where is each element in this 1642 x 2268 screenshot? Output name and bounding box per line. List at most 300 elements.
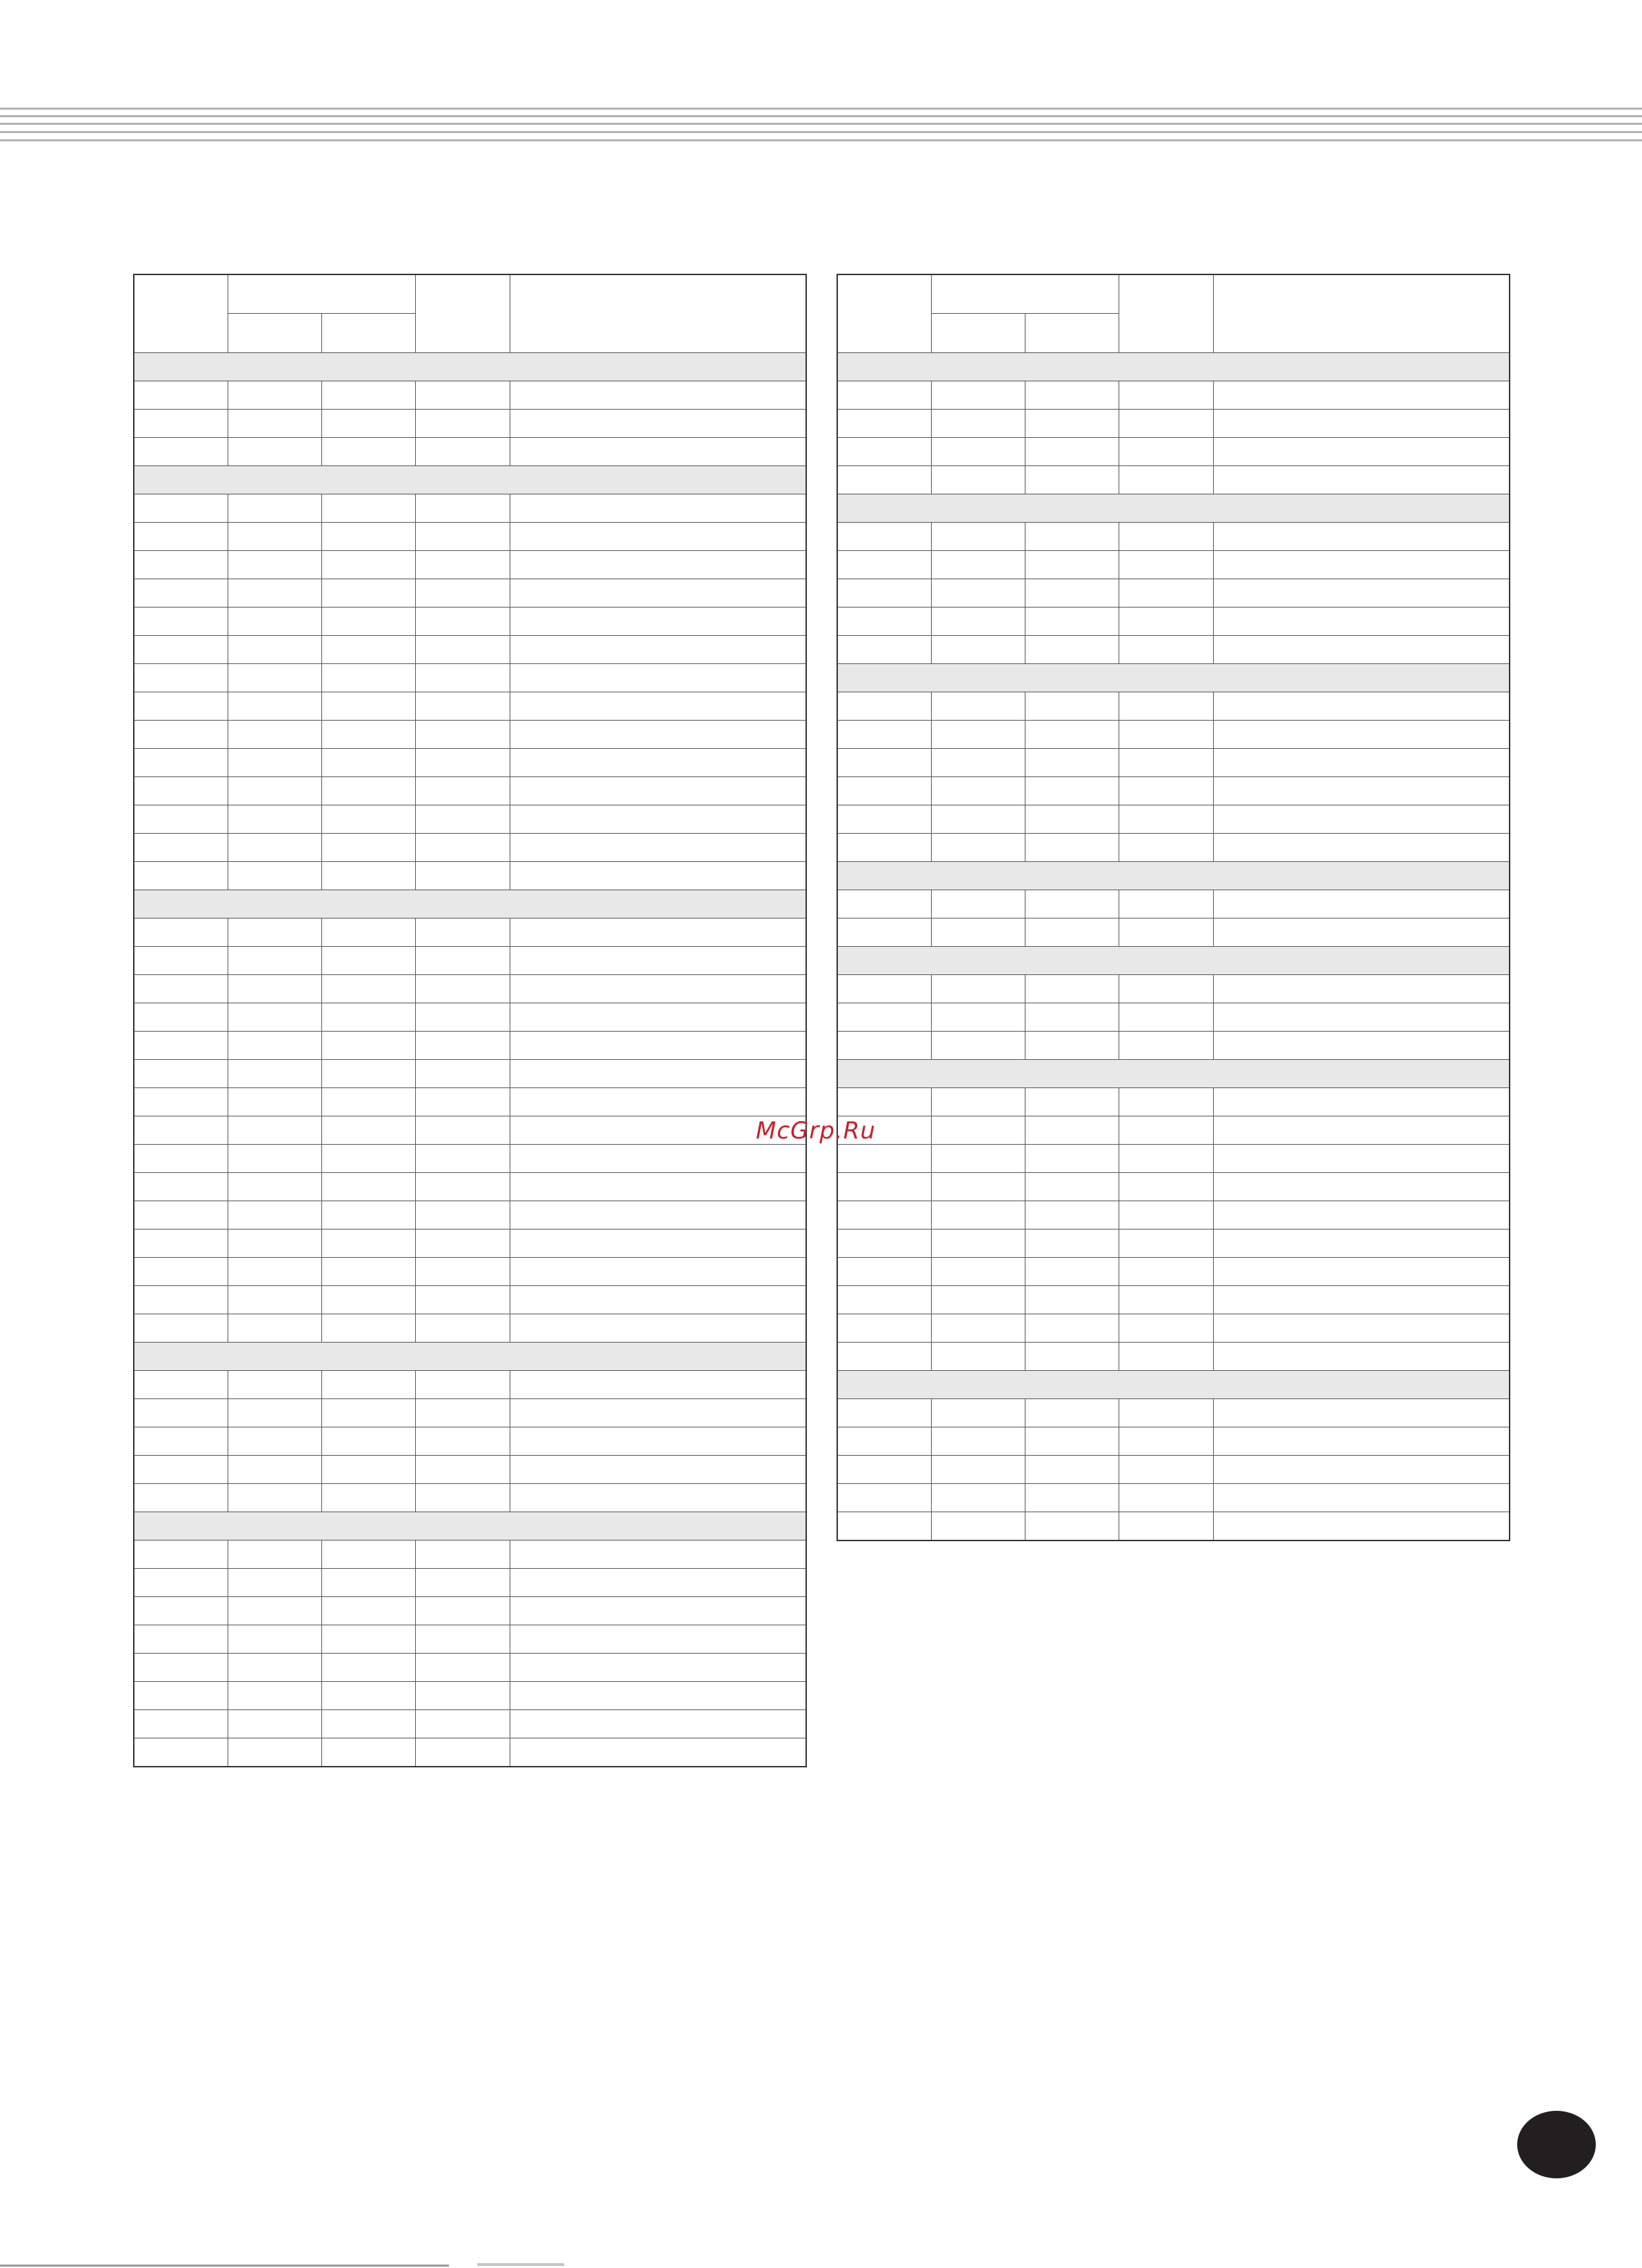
table-cell xyxy=(321,1088,415,1116)
table-cell xyxy=(1025,1116,1119,1145)
table-cell xyxy=(228,1371,321,1399)
section-header-cell xyxy=(134,466,806,494)
table-cell xyxy=(1025,1003,1119,1032)
table-cell xyxy=(228,1258,321,1286)
table-cell xyxy=(837,1230,931,1258)
table-cell xyxy=(321,551,415,579)
page-number-badge xyxy=(1517,2111,1596,2178)
table-cell xyxy=(1119,410,1213,438)
table-cell xyxy=(415,551,510,579)
table-row xyxy=(837,579,1510,608)
table-cell xyxy=(510,1286,806,1314)
table-cell xyxy=(415,438,510,466)
table-row xyxy=(837,721,1510,749)
table-cell xyxy=(321,1541,415,1569)
table-row xyxy=(837,919,1510,947)
table-cell xyxy=(321,1230,415,1258)
table-cell xyxy=(134,1060,228,1088)
table-cell xyxy=(510,1654,806,1682)
table-row xyxy=(837,1286,1510,1314)
table-row xyxy=(134,721,806,749)
table-cell xyxy=(228,1230,321,1258)
table-cell xyxy=(1119,579,1213,608)
table-cell xyxy=(1119,466,1213,494)
table-cell xyxy=(1213,636,1510,664)
table-cell xyxy=(321,1201,415,1230)
table-cell xyxy=(1025,1173,1119,1201)
table-cell xyxy=(1213,1258,1510,1286)
table-row xyxy=(134,1654,806,1682)
table-cell xyxy=(931,1484,1025,1512)
table-cell xyxy=(134,692,228,721)
table-cell xyxy=(1119,608,1213,636)
table-row xyxy=(134,749,806,777)
table-cell xyxy=(1119,777,1213,805)
table-cell xyxy=(228,1173,321,1201)
table-row xyxy=(134,1399,806,1427)
table-cell xyxy=(134,919,228,947)
table-cell xyxy=(321,1456,415,1484)
table-cell xyxy=(415,381,510,410)
table-cell xyxy=(510,834,806,862)
table-row xyxy=(837,1427,1510,1456)
table-cell xyxy=(321,523,415,551)
table-cell xyxy=(1213,1314,1510,1343)
table-row xyxy=(837,1343,1510,1371)
table-cell xyxy=(321,1427,415,1456)
table-cell xyxy=(510,1230,806,1258)
table-cell xyxy=(510,1625,806,1654)
table-cell xyxy=(837,579,931,608)
table-cell xyxy=(1025,636,1119,664)
table-cell xyxy=(228,636,321,664)
table-cell xyxy=(321,721,415,749)
table-cell xyxy=(1213,1286,1510,1314)
table-cell xyxy=(321,862,415,890)
table-cell xyxy=(134,862,228,890)
table-cell xyxy=(1213,1003,1510,1032)
table-row xyxy=(837,1230,1510,1258)
table-cell xyxy=(931,1032,1025,1060)
table-cell xyxy=(228,749,321,777)
table-row xyxy=(837,1314,1510,1343)
table-row xyxy=(134,1710,806,1738)
table-cell xyxy=(321,1116,415,1145)
table-row xyxy=(134,1173,806,1201)
table-cell xyxy=(134,805,228,834)
section-header-row xyxy=(134,1343,806,1371)
table-cell xyxy=(1025,975,1119,1003)
table-header-row xyxy=(837,274,1510,314)
table-cell xyxy=(415,1088,510,1116)
table-cell xyxy=(1213,1201,1510,1230)
table-cell xyxy=(837,1484,931,1512)
table-cell xyxy=(321,1371,415,1399)
section-header-cell xyxy=(837,947,1510,975)
table-cell xyxy=(1025,1032,1119,1060)
table-cell xyxy=(321,410,415,438)
table-cell xyxy=(837,410,931,438)
table-cell xyxy=(415,777,510,805)
table-cell xyxy=(134,579,228,608)
table-cell xyxy=(228,1314,321,1343)
table-cell xyxy=(1119,805,1213,834)
table-cell xyxy=(134,1286,228,1314)
table-cell xyxy=(415,1427,510,1456)
table-cell xyxy=(1213,890,1510,919)
table-cell xyxy=(321,1625,415,1654)
table-cell xyxy=(510,1173,806,1201)
table-row xyxy=(134,1569,806,1597)
table-cell xyxy=(1025,721,1119,749)
table-cell xyxy=(228,975,321,1003)
table-row xyxy=(837,636,1510,664)
table-cell xyxy=(837,1173,931,1201)
table-row xyxy=(134,664,806,692)
table-cell xyxy=(228,1456,321,1484)
table-cell xyxy=(1025,749,1119,777)
table-row xyxy=(837,1512,1510,1541)
table-cell xyxy=(1025,466,1119,494)
table-row xyxy=(134,636,806,664)
table-cell xyxy=(837,1003,931,1032)
table-cell xyxy=(134,777,228,805)
table-cell xyxy=(415,1060,510,1088)
table-cell xyxy=(1119,919,1213,947)
table-cell xyxy=(228,381,321,410)
table-cell xyxy=(1025,890,1119,919)
table-cell xyxy=(1119,1173,1213,1201)
section-header-row xyxy=(837,353,1510,381)
table-cell xyxy=(228,1541,321,1569)
table-cell xyxy=(931,890,1025,919)
table-cell xyxy=(510,1597,806,1625)
table-cell xyxy=(510,381,806,410)
table-cell xyxy=(321,1399,415,1427)
table-cell xyxy=(134,1230,228,1258)
table-cell xyxy=(510,1456,806,1484)
table-row xyxy=(837,1201,1510,1230)
table-cell xyxy=(837,834,931,862)
table-cell xyxy=(321,1032,415,1060)
table-cell xyxy=(1213,919,1510,947)
table-cell xyxy=(1119,975,1213,1003)
table-cell xyxy=(1025,805,1119,834)
table-cell xyxy=(837,692,931,721)
table-cell xyxy=(1119,721,1213,749)
table-cell xyxy=(228,1427,321,1456)
table-cell xyxy=(837,975,931,1003)
table-row xyxy=(134,1116,806,1145)
table-cell xyxy=(1213,975,1510,1003)
table-cell xyxy=(134,551,228,579)
table-cell xyxy=(1119,551,1213,579)
table-cell xyxy=(415,1569,510,1597)
table-cell xyxy=(931,1145,1025,1173)
table-header-row xyxy=(134,274,806,314)
table-cell xyxy=(321,381,415,410)
table-row xyxy=(837,834,1510,862)
table-cell xyxy=(134,947,228,975)
table-row xyxy=(134,1032,806,1060)
table-cell xyxy=(931,1116,1025,1145)
table-cell xyxy=(228,1597,321,1625)
section-header-cell xyxy=(837,1060,1510,1088)
table-cell xyxy=(1213,721,1510,749)
table-cell xyxy=(321,777,415,805)
table-cell xyxy=(510,1201,806,1230)
table-row xyxy=(837,749,1510,777)
table-cell xyxy=(1119,1484,1213,1512)
table-cell xyxy=(931,1456,1025,1484)
table-cell xyxy=(134,1032,228,1060)
header-cell xyxy=(415,274,510,353)
table-cell xyxy=(837,1399,931,1427)
table-cell xyxy=(1119,1456,1213,1484)
table-cell xyxy=(931,1173,1025,1201)
table-cell xyxy=(134,664,228,692)
table-row xyxy=(134,1286,806,1314)
table-cell xyxy=(931,749,1025,777)
table-cell xyxy=(510,636,806,664)
table-cell xyxy=(228,494,321,523)
table-cell xyxy=(510,1484,806,1512)
table-cell xyxy=(321,1682,415,1710)
table-cell xyxy=(228,1682,321,1710)
table-cell xyxy=(321,1060,415,1088)
table-cell xyxy=(837,1201,931,1230)
table-cell xyxy=(134,1456,228,1484)
table-cell xyxy=(510,862,806,890)
table-cell xyxy=(415,721,510,749)
table-cell xyxy=(321,692,415,721)
table-cell xyxy=(510,1738,806,1767)
table-row xyxy=(134,862,806,890)
table-cell xyxy=(228,551,321,579)
table-cell xyxy=(510,1145,806,1173)
table-cell xyxy=(321,438,415,466)
table-cell xyxy=(1025,1512,1119,1541)
table-cell xyxy=(510,1541,806,1569)
table-cell xyxy=(415,975,510,1003)
table-cell xyxy=(1119,636,1213,664)
table-cell xyxy=(134,1597,228,1625)
table-cell xyxy=(510,1088,806,1116)
table-cell xyxy=(228,438,321,466)
table-cell xyxy=(415,523,510,551)
header-cell xyxy=(228,274,415,314)
table-cell xyxy=(1119,1427,1213,1456)
table-cell xyxy=(837,777,931,805)
data-table-left xyxy=(133,274,807,1767)
table-cell xyxy=(134,1654,228,1682)
table-cell xyxy=(931,1230,1025,1258)
table-cell xyxy=(837,919,931,947)
table-cell xyxy=(415,1116,510,1145)
table-cell xyxy=(1025,523,1119,551)
table-row xyxy=(134,1738,806,1767)
table-cell xyxy=(1119,1512,1213,1541)
table-row xyxy=(837,1088,1510,1116)
table-cell xyxy=(228,664,321,692)
footer-rule xyxy=(0,2265,449,2267)
table-cell xyxy=(931,1286,1025,1314)
table-cell xyxy=(134,438,228,466)
table-cell xyxy=(228,1145,321,1173)
table-row xyxy=(837,692,1510,721)
table-cell xyxy=(228,523,321,551)
table-cell xyxy=(1213,692,1510,721)
table-cell xyxy=(837,381,931,410)
table-row xyxy=(134,579,806,608)
table-cell xyxy=(321,1258,415,1286)
table-cell xyxy=(510,777,806,805)
table-cell xyxy=(321,608,415,636)
table-row xyxy=(134,523,806,551)
table-cell xyxy=(510,579,806,608)
table-cell xyxy=(931,410,1025,438)
table-cell xyxy=(1025,1145,1119,1173)
table-cell xyxy=(134,1427,228,1456)
table-cell xyxy=(415,1625,510,1654)
table-cell xyxy=(415,494,510,523)
table-cell xyxy=(510,438,806,466)
table-row xyxy=(134,1597,806,1625)
table-cell xyxy=(931,777,1025,805)
table-cell xyxy=(1025,834,1119,862)
section-header-row xyxy=(837,494,1510,523)
table-cell xyxy=(1213,834,1510,862)
table-row xyxy=(837,777,1510,805)
table-cell xyxy=(1119,834,1213,862)
table-cell xyxy=(510,947,806,975)
table-row xyxy=(837,1456,1510,1484)
section-header-row xyxy=(134,1512,806,1541)
table-cell xyxy=(134,1682,228,1710)
table-cell xyxy=(931,1399,1025,1427)
section-header-row xyxy=(837,947,1510,975)
table-cell xyxy=(228,1654,321,1682)
table-cell xyxy=(1213,1484,1510,1512)
subheader-cell xyxy=(228,314,321,353)
table-cell xyxy=(1213,1173,1510,1201)
table-cell xyxy=(228,1738,321,1767)
table-cell xyxy=(837,1032,931,1060)
table-cell xyxy=(510,608,806,636)
table-cell xyxy=(837,749,931,777)
table-cell xyxy=(228,1484,321,1512)
table-cell xyxy=(1025,381,1119,410)
table-cell xyxy=(510,975,806,1003)
table-row xyxy=(837,410,1510,438)
table-cell xyxy=(1213,1145,1510,1173)
table-cell xyxy=(510,1427,806,1456)
table-cell xyxy=(1025,1399,1119,1427)
table-cell xyxy=(1213,551,1510,579)
table-cell xyxy=(415,664,510,692)
table-row xyxy=(134,1682,806,1710)
table-cell xyxy=(321,579,415,608)
table-cell xyxy=(510,1060,806,1088)
table-row xyxy=(837,381,1510,410)
table-cell xyxy=(228,777,321,805)
header-cell xyxy=(1119,274,1213,353)
table-cell xyxy=(1025,1286,1119,1314)
table-cell xyxy=(1025,692,1119,721)
section-header-cell xyxy=(134,1343,806,1371)
table-row xyxy=(134,1060,806,1088)
table-cell xyxy=(415,1230,510,1258)
table-cell xyxy=(415,579,510,608)
table-cell xyxy=(134,1371,228,1399)
table-cell xyxy=(1213,1343,1510,1371)
table-cell xyxy=(837,466,931,494)
table-row xyxy=(837,1003,1510,1032)
section-header-row xyxy=(134,466,806,494)
watermark-text: McGrp.Ru xyxy=(756,1117,876,1145)
table-cell xyxy=(510,410,806,438)
table-cell xyxy=(837,1343,931,1371)
table-cell xyxy=(837,636,931,664)
table-cell xyxy=(931,1427,1025,1456)
table-row xyxy=(134,410,806,438)
table-cell xyxy=(1025,579,1119,608)
table-cell xyxy=(1119,1399,1213,1427)
table-cell xyxy=(228,1003,321,1032)
table-row xyxy=(134,777,806,805)
table-cell xyxy=(228,1060,321,1088)
table-cell xyxy=(415,1201,510,1230)
table-cell xyxy=(931,523,1025,551)
table-row xyxy=(134,1314,806,1343)
table-cell xyxy=(837,551,931,579)
table-cell xyxy=(931,919,1025,947)
table-cell xyxy=(1119,1145,1213,1173)
table-cell xyxy=(1025,777,1119,805)
data-table-right xyxy=(837,274,1510,1541)
section-header-row xyxy=(134,890,806,919)
section-header-cell xyxy=(837,862,1510,890)
table-cell xyxy=(1213,466,1510,494)
table-cell xyxy=(1119,1032,1213,1060)
table-cell xyxy=(931,608,1025,636)
table-cell xyxy=(1025,438,1119,466)
table-cell xyxy=(321,1173,415,1201)
table-cell xyxy=(1213,1032,1510,1060)
table-row xyxy=(134,1201,806,1230)
table-cell xyxy=(228,834,321,862)
table-cell xyxy=(1119,1003,1213,1032)
table-cell xyxy=(931,721,1025,749)
table-cell xyxy=(931,834,1025,862)
table-cell xyxy=(134,1145,228,1173)
table-row xyxy=(134,438,806,466)
table-cell xyxy=(1119,749,1213,777)
table-cell xyxy=(1119,523,1213,551)
table-cell xyxy=(134,1258,228,1286)
table-cell xyxy=(321,1484,415,1512)
table-cell xyxy=(1213,1456,1510,1484)
table-cell xyxy=(1213,1116,1510,1145)
table-cell xyxy=(510,749,806,777)
table-cell xyxy=(510,919,806,947)
table-cell xyxy=(228,1088,321,1116)
table-cell xyxy=(510,692,806,721)
table-cell xyxy=(837,1314,931,1343)
table-cell xyxy=(837,1512,931,1541)
table-cell xyxy=(1213,1088,1510,1116)
table-cell xyxy=(837,1427,931,1456)
